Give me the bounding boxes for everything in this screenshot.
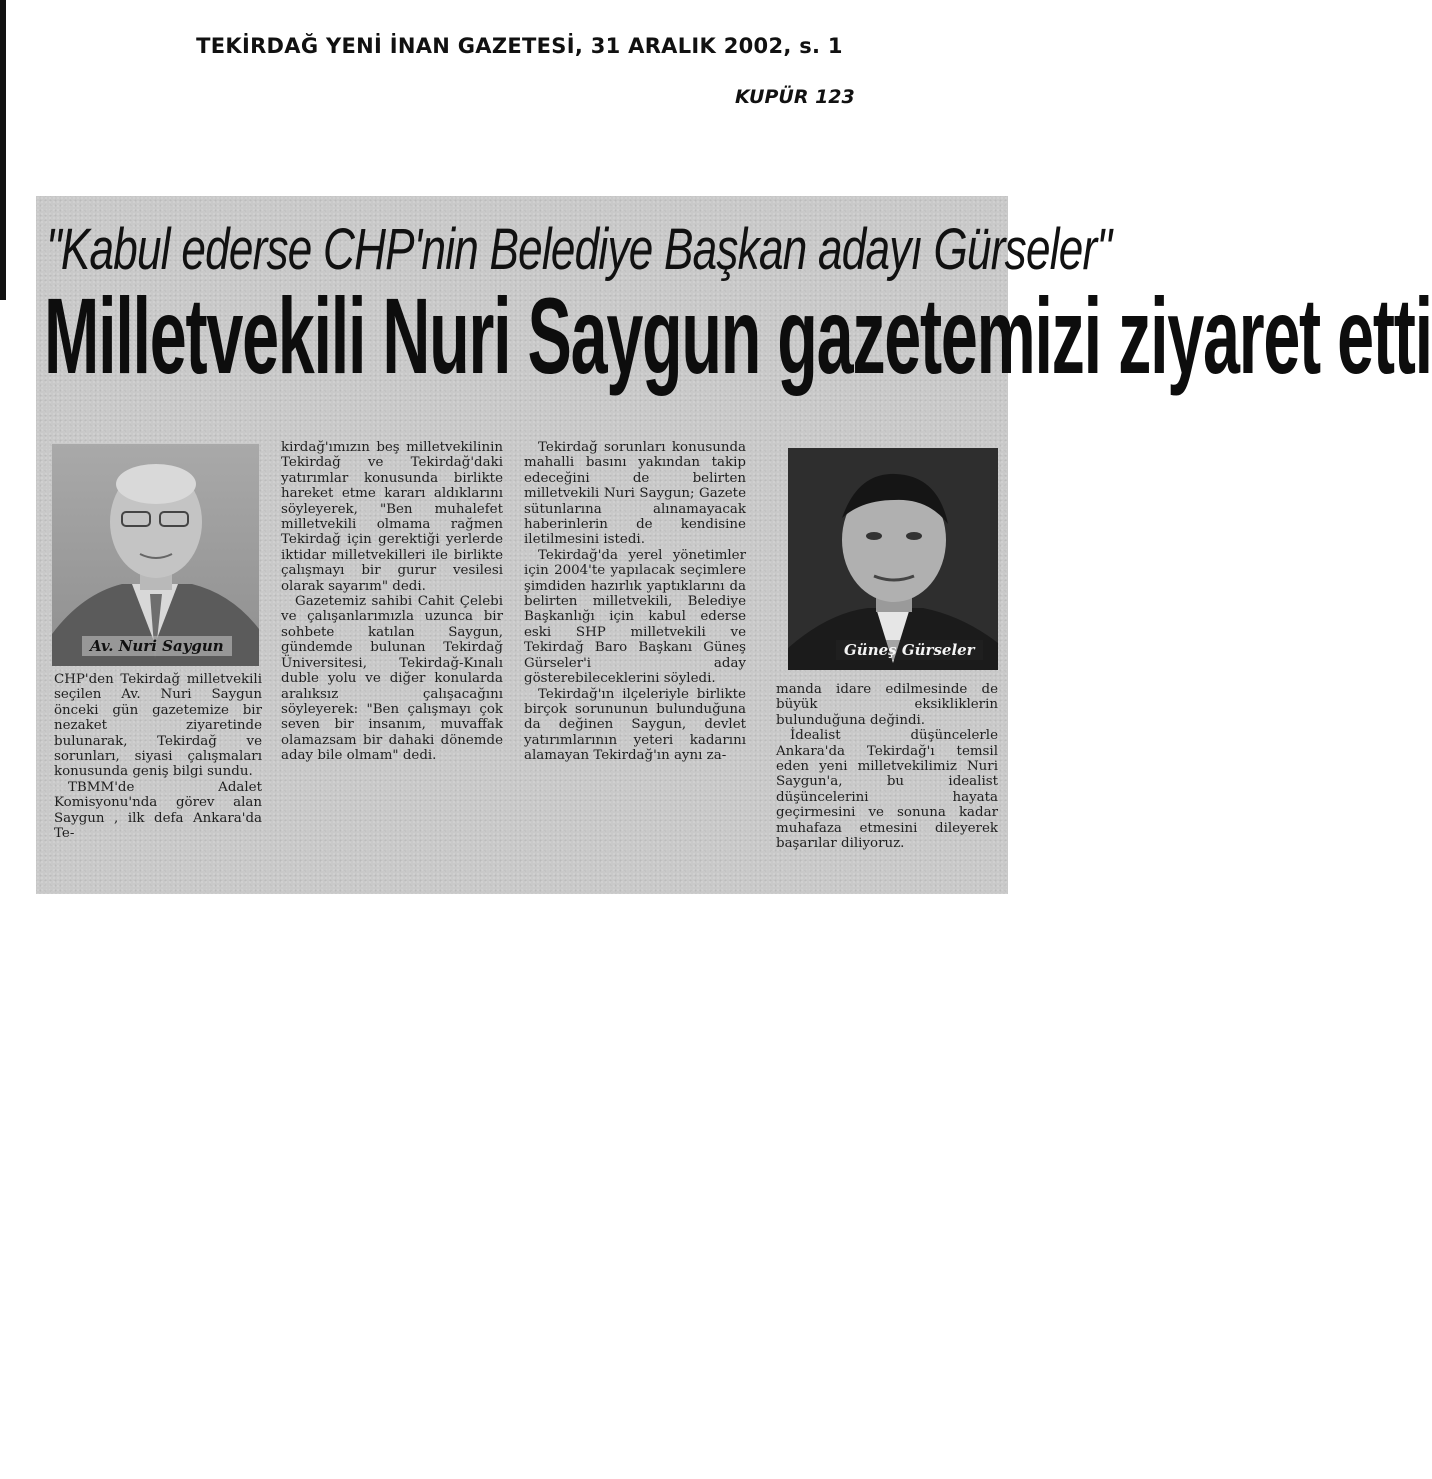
article-paragraph: kirdağ'ımızın beş milletvekilinin Tekirdağ ve Tekirdağ'daki yatırımlar konusunda birlikte hareket etme kararı aldıklarını söyleyerek, "Ben muhalefet milletvekili olmama rağmen Tekirdağ için gerektiği yerlerde iktidar milletvekilleri ile birlikte çalışmayı bir gurur vesilesi olarak sayarım" dedi. <box>281 440 503 594</box>
article-headline: Milletvekili Nuri Saygun gazetemizi ziyaret etti <box>44 275 1432 396</box>
article-paragraph: Gazetemiz sahibi Cahit Çelebi ve çalışanlarımızla uzunca bir sohbete katılan Saygun, gündemde bulunan Tekirdağ Üniversitesi, Tekirdağ-Kınalı duble yolu ve diğer konularda aralıksız çalışacağını söyleyerek: "Ben çalışmayı çok seven bir insanım, muvaffak olamazsam bir dahaki dönemde aday bile olmam" dedi. <box>281 594 503 764</box>
article-paragraph: Tekirdağ sorunları konusunda mahalli basını yakından takip edeceğini de belirten milletvekili Nuri Saygun; Gazete sütunlarına alınamayacak haberinlerin de kendisine iletilmesini istedi. <box>524 440 746 548</box>
portrait-photo-icon <box>52 444 259 666</box>
article-column-4 <box>776 682 998 851</box>
article-kicker: "Kabul ederse CHP'nin Belediye Başkan adayı Gürseler" <box>46 217 1112 282</box>
article-paragraph: TBMM'de Adalet Komisyonu'nda görev alan Saygun , ilk defa Ankara'da Te- <box>54 779 262 842</box>
portrait-photo-gunes-gurseler <box>788 448 998 670</box>
clipping-number: KUPÜR 123 <box>735 86 855 108</box>
article-paragraph: manda idare edilmesinde de büyük eksikliklerin bulunduğuna değindi. <box>776 682 998 728</box>
article-column-2 <box>281 440 503 764</box>
article-paragraph: CHP'den Tekirdağ milletvekili seçilen Av. Nuri Saygun önceki gün gazetemize bir nezaket ziyaretinde bulunarak, Tekirdağ ve sorunları, siyasi çalışmaları konusunda geniş bilgi sundu. <box>54 672 262 780</box>
article-paragraph: İdealist düşüncelerle Ankara'da Tekirdağ'ı temsil eden yeni milletvekilimiz Nuri Saygun'a, bu idealist düşüncelerini hayata geçirmesini ve sonuna kadar muhafaza etmesini dileyerek başarılar diliyoruz. <box>776 728 998 852</box>
source-citation: TEKİRDAĞ YENİ İNAN GAZETESİ, 31 ARALIK 2002, s. 1 <box>196 34 843 58</box>
portrait-photo-nuri-saygun <box>52 444 259 666</box>
portrait-photo-icon <box>788 448 998 670</box>
photo-caption: Av. Nuri Saygun <box>82 636 232 656</box>
newspaper-clipping <box>36 196 1432 894</box>
article-paragraph: Tekirdağ'ın ilçeleriyle birlikte birçok sorununun bulunduğuna da değinen Saygun, devlet yatırımlarının yeteri kadarını alamayan Tekirdağ'ın aynı za- <box>524 686 746 764</box>
article-column-1 <box>54 672 262 841</box>
article-column-3 <box>524 440 746 764</box>
photo-caption: Güneş Gürseler <box>836 640 983 660</box>
article-paragraph: Tekirdağ'da yerel yönetimler için 2004'te yapılacak seçimlere şimdiden hazırlık yaptıklarını da belirten milletvekili, Belediye Başkanlığı için kabul ederse eski SHP milletvekili ve Tekirdağ Baro Başkanı Güneş Gürseler'i aday gösterebileceklerini söyledi. <box>524 547 746 687</box>
